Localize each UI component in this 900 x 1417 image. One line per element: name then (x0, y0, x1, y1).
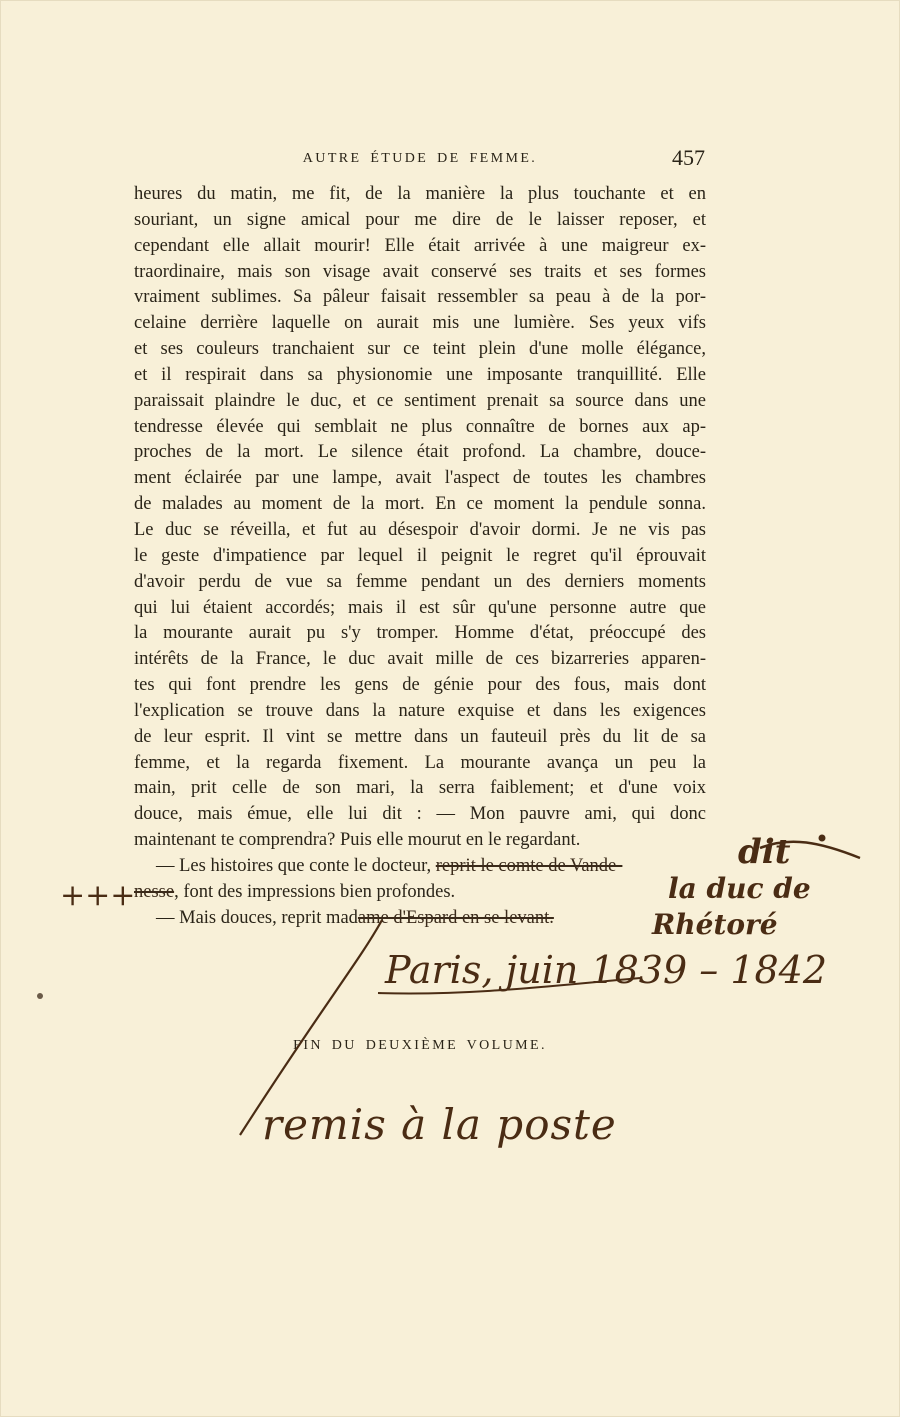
margin-mark-left: +++ (60, 878, 136, 913)
text-line: proches de la mort. Le silence était profond. La chambre, douce- (134, 442, 706, 463)
struck-text: ame d'Espard en se levant. (357, 907, 554, 928)
ink-diagonal-stroke (240, 920, 382, 1135)
text-line: main, prit celle de son mari, la serra faiblement; et d'une voix (134, 778, 706, 799)
dialogue-text: — Mais douces, reprit mad (156, 907, 358, 928)
text-line: d'avoir perdu de vue sa femme pendant un des derniers moments (134, 571, 706, 592)
text-line: ment éclairée par une lampe, avait l'aspect de toutes les chambres (134, 468, 706, 489)
page-number: 457 (672, 145, 705, 170)
margin-note-3: Rhétoré (652, 908, 778, 941)
running-title: AUTRE ÉTUDE DE FEMME. (302, 151, 538, 166)
text-line: paraissait plaindre le duc, et ce sentiment prenait sa source dans une (134, 390, 706, 411)
text-line: intérêts de la France, le duc avait mille de ces bizarreries apparen- (134, 649, 706, 670)
text-line: maintenant te comprendra? Puis elle mourut en le regardant. (134, 830, 581, 851)
margin-note-1: dit (738, 832, 791, 872)
text-line: de leur esprit. Il vint se mettre dans un fauteuil près du lit de sa (134, 726, 706, 747)
text-line: le geste d'impatience par lequel il peignit le regret qu'il éprouvait (134, 545, 706, 566)
text-line: heures du matin, me fit, de la manière la plus touchante et en (134, 184, 706, 204)
handwritten-bottom-line: remis à la poste (262, 1100, 617, 1149)
margin-note-2: la duc de (668, 872, 811, 905)
end-title: FIN DU DEUXIÈME VOLUME. (293, 1038, 547, 1053)
text-line: la mourante aurait pu s'y tromper. Homme d'état, préoccupé des (134, 623, 706, 644)
text-line: traordinaire, mais son visage avait conservé ses traits et ses formes (134, 261, 706, 282)
text-line: celaine derrière laquelle on aurait mis une lumière. Ses yeux vifs (134, 313, 706, 334)
ink-dot (819, 835, 826, 842)
text-line: qui lui étaient accordés; mais il est sûr qu'une personne autre que (134, 597, 706, 618)
ink-flourish (760, 842, 860, 858)
text-line: cependant elle allait mourir! Elle était arrivée à une maigreur ex- (134, 235, 706, 256)
dialogue-text: , font des impressions bien profondes. (174, 881, 456, 902)
ink-underline (378, 978, 640, 994)
text-line: souriant, un signe amical pour me dire de le laisser reposer, et (134, 209, 706, 230)
dialogue-text: — Les histoires que conte le docteur, (156, 855, 436, 876)
text-line: tendresse élevée qui semblait ne plus connaître de bornes aux ap- (134, 416, 706, 437)
handwritten-date: Paris, juin 1839 – 1842 (385, 948, 828, 992)
text-line: de malades au moment de la mort. En ce moment la pendule sonna. (134, 494, 706, 515)
text-line: et il respirait dans sa physionomie une imposante tranquillité. Elle (134, 364, 706, 385)
text-line: l'explication se trouve dans la nature exquise et dans les exigences (134, 700, 706, 721)
struck-text: nesse (134, 881, 175, 902)
struck-text: reprit le comte de Vande- (435, 855, 623, 876)
text-line: femme, et la regarda fixement. La mourante avança un peu la (134, 752, 706, 773)
text-line: tes qui font prendre les gens de génie pour des fous, mais dont (134, 675, 706, 696)
text-line: vraiment sublimes. Sa pâleur faisait ressembler sa peau à de la por- (134, 287, 706, 308)
text-line: Le duc se réveilla, et fut au désespoir d'avoir dormi. Je ne vis pas (134, 519, 706, 540)
text-line: douce, mais émue, elle lui dit : — Mon pauvre ami, qui donc (134, 804, 706, 825)
text-line: et ses couleurs tranchaient sur ce teint plein d'une molle élégance, (134, 339, 706, 360)
